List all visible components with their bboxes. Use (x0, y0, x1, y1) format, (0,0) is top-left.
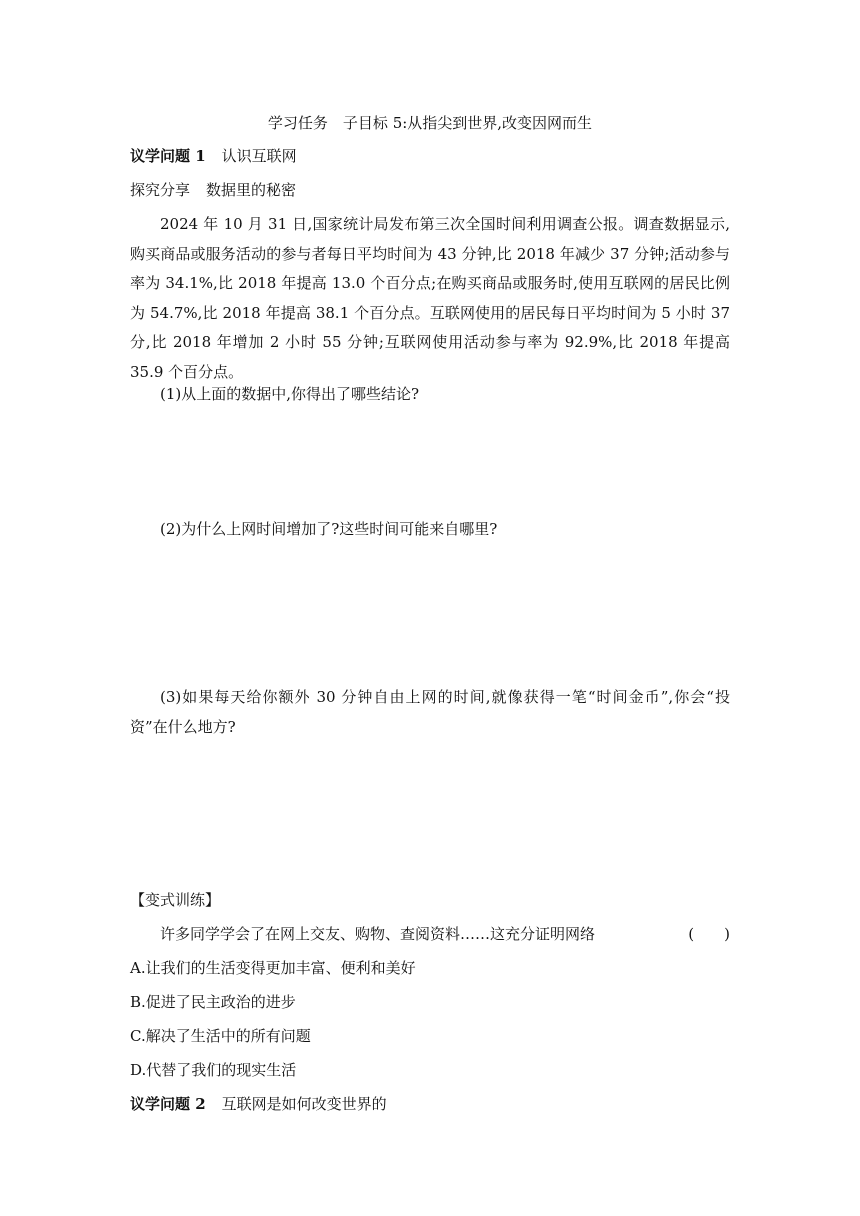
practice-heading: 【变式训练】 (130, 891, 221, 909)
answer-space-3[interactable] (130, 745, 730, 875)
issue-2-topic: 互联网是如何改变世界的 (221, 1095, 387, 1113)
practice-stem: 许多同学学会了在网上交友、购物、查阅资料……这充分证明网络 (160, 925, 596, 943)
issue-1-topic: 认识互联网 (221, 147, 297, 165)
option-c[interactable]: C.解决了生活中的所有问题 (130, 1027, 311, 1045)
explore-label: 探究分享 (130, 181, 191, 199)
issue-1-label: 议学问题 1 (130, 147, 206, 165)
page-title: 学习任务 子目标 5:从指尖到世界,改变因网而生 (267, 114, 593, 132)
issue-1-heading (130, 146, 297, 166)
explore-heading (130, 180, 296, 200)
explore-topic: 数据里的秘密 (206, 181, 297, 199)
issue-2-heading (130, 1094, 387, 1114)
question-3: (3)如果每天给你额外 30 分钟自由上网的时间,就像获得一笔“时间金币”,你会“投资”在什么地方? (130, 688, 730, 736)
option-a[interactable]: A.让我们的生活变得更加丰富、便利和美好 (130, 959, 416, 977)
option-d[interactable]: D.代替了我们的现实生活 (130, 1061, 297, 1079)
option-b[interactable]: B.促进了民主政治的进步 (130, 993, 296, 1011)
answer-blank[interactable]: ( ) (688, 925, 730, 943)
question-2: (2)为什么上网时间增加了?这些时间可能来自哪里? (160, 520, 498, 538)
question-1: (1)从上面的数据中,你得出了哪些结论? (160, 385, 420, 403)
answer-space-2[interactable] (130, 548, 730, 678)
answer-space-1[interactable] (130, 412, 730, 512)
issue-2-label: 议学问题 2 (130, 1095, 206, 1113)
data-passage: 2024 年 10 月 31 日,国家统计局发布第三次全国时间利用调查公报。调查数据显示,购买商品或服务活动的参与者每日平均时间为 43 分钟,比 2018 年减少 37 分钟;活动参与率为 34.1%,比 2018 年提高 13.0 个百分点;在购买商品或服务时,使用互联网的居民比例为 54.7%,比 2018 年提高 38.1 个百分点。互联网使用的居民每日平均时间为 5 小时 37 分,比 2018 年增加 2 小时 55 分钟;互联网使用活动参与率为 92.9%,比 2018 年提高 35.9 个百分点。 (130, 215, 730, 381)
